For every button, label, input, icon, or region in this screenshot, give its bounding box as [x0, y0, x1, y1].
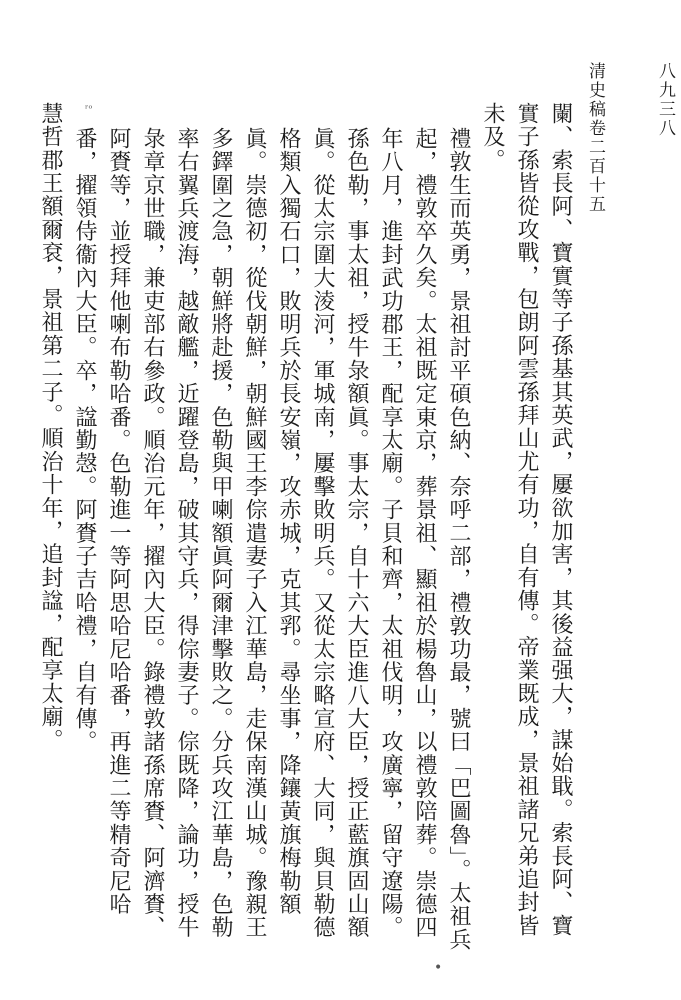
paragraph: 慧哲郡王額爾袞，景祖第二子。順治十年，追封諡，配享太廟。 [38, 102, 63, 752]
page-number: 八九三八 [655, 62, 675, 138]
ink-dot: • [434, 960, 443, 976]
ink-speck: ʳᵒ [85, 104, 93, 115]
paragraph: 闌、索長阿、寶實等子孫基其英武，屢欲加害，其後益强大，謀始戢。索長阿、寶實子孫皆從攻戰，包朗阿雲孫拜山尤有功，自有傳。帝業既成，景祖諸兄弟追封皆未及。 [480, 102, 573, 938]
paragraph: 孫色勒，事太祖，授牛彔額眞。事太宗，自十六大臣進八大臣，授正藍旗固山額眞。從太宗圍大淩河，軍城南，屢擊敗明兵。又從太宗略宣府、大同，與貝勒德格類入獨石口，敗明兵於長安嶺，攻赤城，克其郛。尋坐事，降鑲黃旗梅勒額眞。崇德初，從伐朝鮮，朝鮮國王李倧遣妻子入江華島，走保南漢山城。豫親王多鐸圍之急，朝鮮將赴援，色勒與甲喇額眞阿爾津擊敗之。分兵攻江華島，色勒率右翼兵渡海，越敵艦，近躍登島，破其守兵，得倧妻子。倧既降，論功，授牛彔章京世職，兼吏部右參政。順治元年，擢內大臣。錄禮敦諸孫席賚、阿濟賚、阿賚等，並授拜他喇布勒哈番。色勒進一等阿思哈尼哈番，再進二等精奇尼哈番，擢領侍衞內大臣。卒，諡勤愨。阿賚子吉哈禮，自有傳。 [72, 127, 369, 939]
paragraph: 禮敦生而英勇，景祖討平碩色納、奈呼二部，禮敦功最，號曰「巴圖魯」。太祖兵起，禮敦卒久矣。太祖既定東京，葬景祖、顯祖於楊魯山，以禮敦陪葬。崇德四年八月，進封武功郡王，配享太廟。子貝和齊，太祖伐明，攻廣寧，留守遼陽。 [378, 127, 471, 952]
running-head-title: 清史稿卷二百十五 [585, 62, 605, 214]
